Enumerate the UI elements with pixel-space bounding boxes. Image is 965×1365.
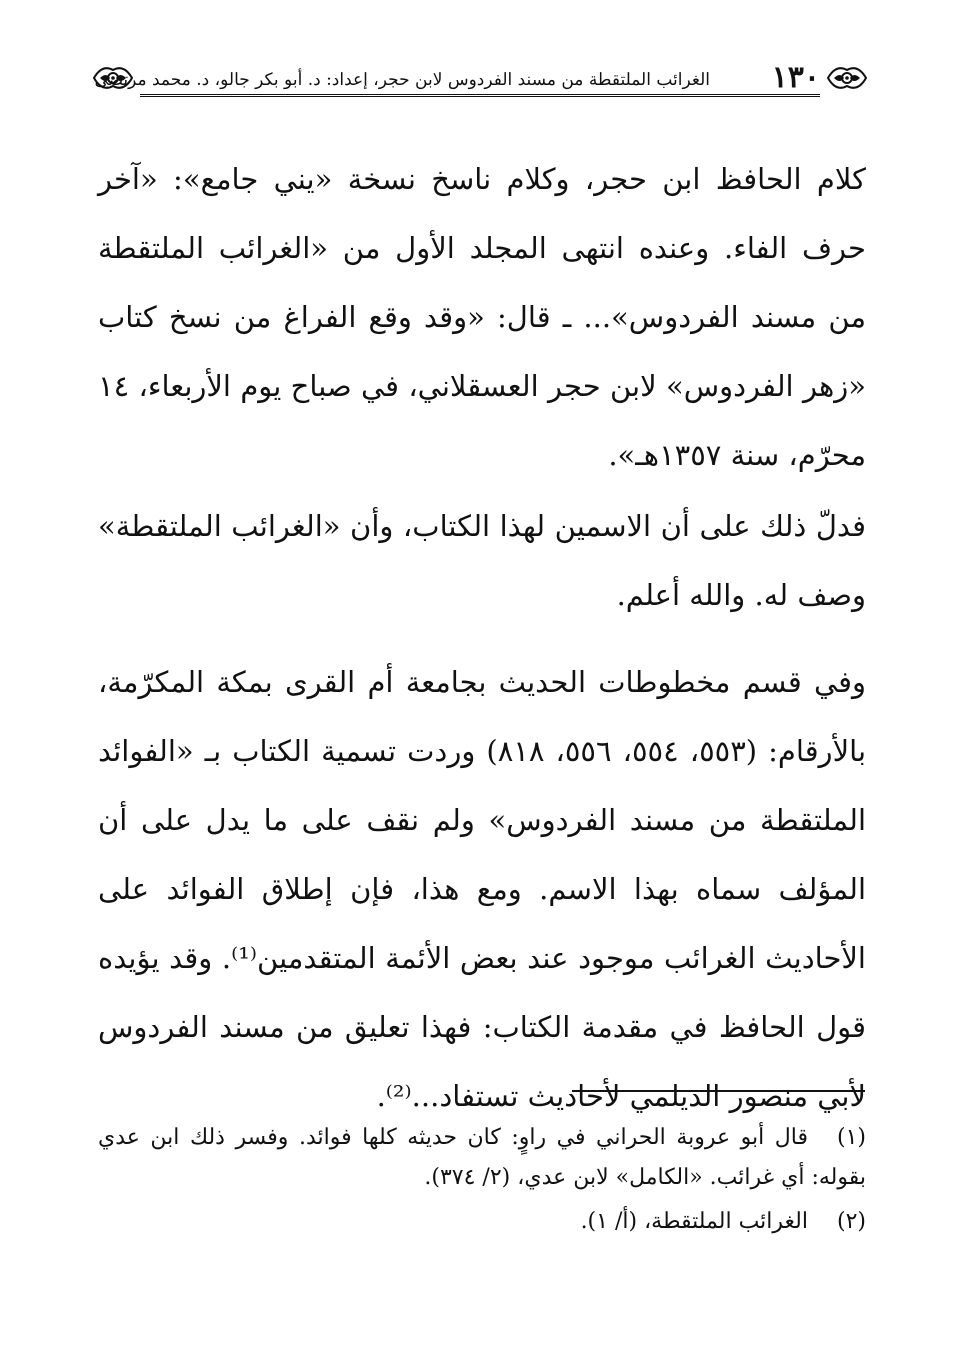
page-header bbox=[90, 58, 870, 102]
footnote-text: الغرائب الملتقطة، (أ/ ١). bbox=[580, 1209, 808, 1234]
ornament-right-icon bbox=[824, 60, 870, 96]
paragraph-2: فدلّ ذلك على أن الاسمين لهذا الكتاب، وأن «الغرائب الملتقطة» وصف له. والله أعلم. bbox=[98, 509, 866, 612]
paragraph-3: وفي قسم مخطوطات الحديث بجامعة أم القرى بمكة المكرّمة، بالأرقام: (٥٥٣، ٥٥٤، ٥٥٦، ٨١٨) وردت تسمية الكتاب بـ «الفوائد الملتقطة من مسند الفردوس» ولم نقف على ما يدل على أن المؤلف سماه بهذا الاسم. ومع هذا، فإن إطلاق الفوائد على الأحاديث الغرائب موجود عند بعض الأئمة المتقدمين⁽¹⁾. وقد يؤيده قول الحافظ في مقدمة الكتاب: فهذا تعليق من مسند الفردوس لأبي منصور الديلمي لأحاديث تستفاد...⁽²⁾. bbox=[98, 665, 867, 1113]
page-number: ١٣٠ bbox=[771, 60, 820, 95]
footnote-text: قال أبو عروبة الحراني في راوٍ: كان حديثه كلها فوائد. وفسر ذلك ابن عدي بقوله: أي غرائب. «الكامل» لابن عدي، (٢/ ٣٧٤). bbox=[98, 1125, 866, 1190]
footnotes bbox=[98, 1118, 866, 1246]
footnote-number: (١) bbox=[836, 1125, 866, 1150]
footnote-2 bbox=[98, 1202, 866, 1242]
footnote-separator bbox=[572, 1090, 865, 1092]
paragraph-1: كلام الحافظ ابن حجر، وكلام ناسخ نسخة «يني جامع»: «آخر حرف الفاء. وعنده انتهى المجلد الأول من «الغرائب الملتقطة من مسند الفردوس»... ـ قال: «وقد وقع الفراغ من نسخ كتاب «زهر الفردوس» لابن حجر العسقلاني، في صباح يوم الأربعاء، ١٤ محرّم، سنة ١٣٥٧هـ». bbox=[98, 162, 866, 472]
running-title: الغرائب الملتقطة من مسند الفردوس لابن حجر، إعداد: د. أبو بكر جالو، د. محمد مرتضى bbox=[94, 70, 710, 90]
header-rule bbox=[140, 94, 820, 97]
footnote-1 bbox=[98, 1118, 866, 1198]
footnote-number: (٢) bbox=[836, 1209, 866, 1234]
